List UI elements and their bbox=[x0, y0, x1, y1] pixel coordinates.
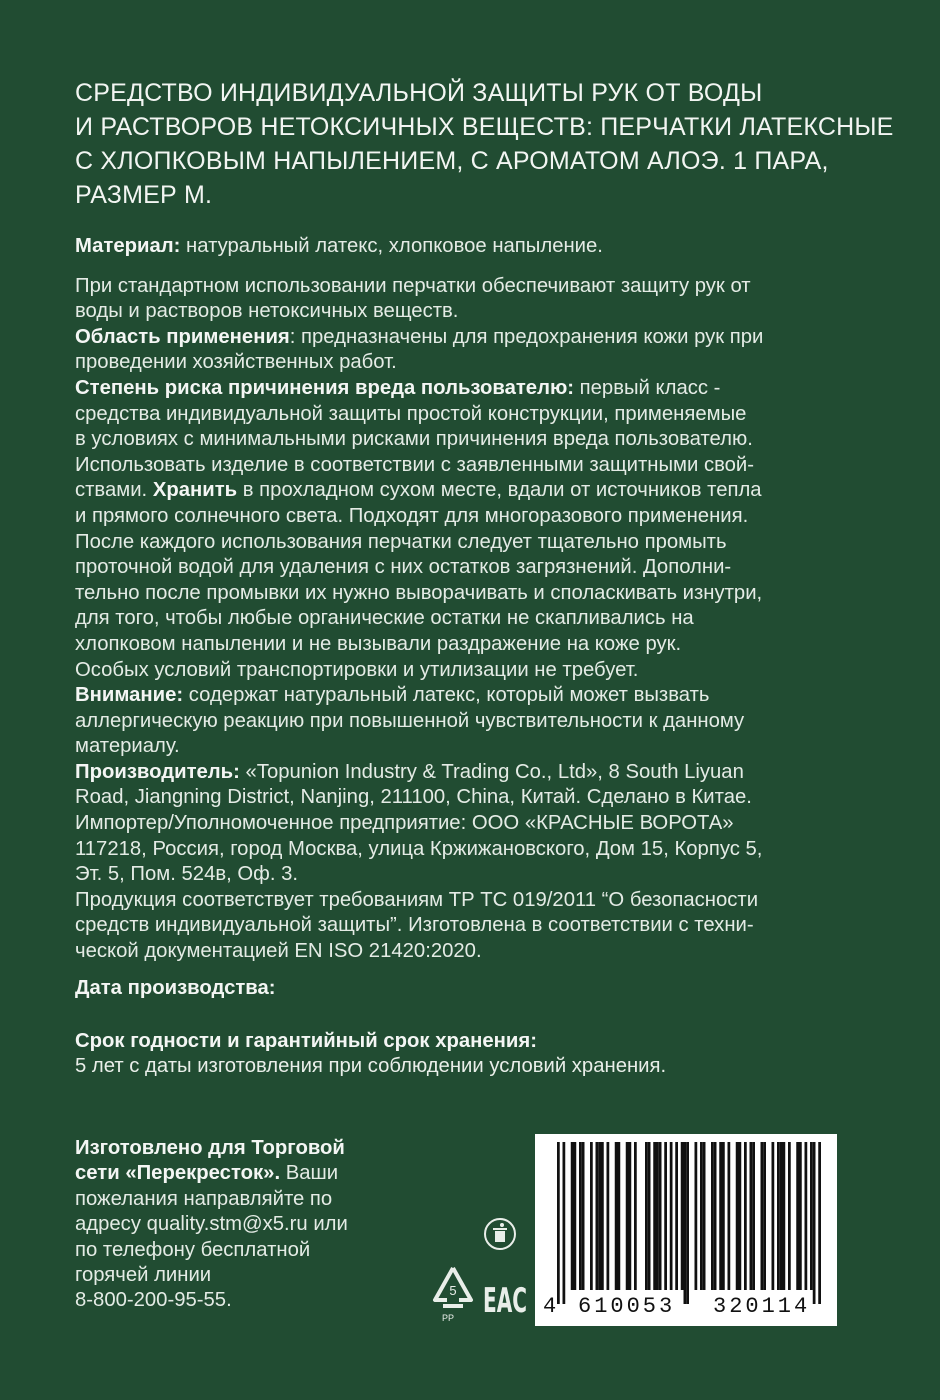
barcode-bar bbox=[579, 1142, 582, 1290]
compliance-paragraph: Продукция соответствует требованиям ТР ТС 019/2011 “О безопасности средств индивидуальной защиты”. Изготовлена в соответствии с техни- ческой документацией EN ISO 21420:2020. bbox=[75, 888, 759, 963]
barcode-bar bbox=[761, 1142, 764, 1290]
scope-paragraph: Область применения: предназначены для предохранения кожи рук при проведении хозяйственных работ. bbox=[75, 325, 764, 374]
barcode-group-right: 320114 bbox=[713, 1294, 811, 1319]
barcode-bar bbox=[607, 1142, 610, 1290]
barcode-bar bbox=[618, 1142, 621, 1290]
product-description bbox=[75, 234, 875, 965]
barcode-bar bbox=[629, 1142, 632, 1290]
barcode-bar bbox=[813, 1142, 816, 1304]
production-date-label: Дата производства: bbox=[75, 977, 276, 999]
barcode-bar bbox=[736, 1142, 739, 1290]
warning-label: Внимание: bbox=[75, 684, 184, 707]
barcode-bar bbox=[664, 1142, 667, 1290]
barcode-bar bbox=[681, 1142, 684, 1290]
hotline-number: 8-800-200-95-55. bbox=[75, 1289, 232, 1312]
barcode-bar bbox=[648, 1142, 651, 1290]
risk-paragraph: Степень риска причинения вреда пользователю: первый класс - средства индивидуальной защиты простой конструкции, применяемые в условиях с минимальными рисками причинения вреда пользователю. Использовать изделие в соответствии с заявленными защитными свой- ствами. Хранить в прохладном сухом месте, вдали от источников тепла и прямого солнечного света. Подходят для многоразового применения. После каждого использования перчатки следует тщательно промыть проточной водой для удаления с них остатков загрязнений. Дополни- тельно после промывки их нужно выворачивать и споласкивать изнутри, для того, чтобы любые органические остатки не скапливались на хлопковом напылении и не вызывали раздражение на коже рук. Особых условий транспортировки и утилизации не требует. bbox=[75, 376, 763, 681]
recycle-icon bbox=[427, 1262, 479, 1320]
scope-label: Область применения bbox=[75, 325, 290, 348]
barcode-bar bbox=[739, 1142, 742, 1290]
barcode-bar bbox=[582, 1142, 585, 1290]
barcode-bar bbox=[670, 1142, 673, 1290]
barcode-group-left: 610053 bbox=[578, 1294, 676, 1319]
barcode-bar bbox=[722, 1142, 725, 1290]
title-line: С ХЛОПКОВЫМ НАПЫЛЕНИЕМ, С АРОМАТОМ АЛОЭ. 1 ПАРА, bbox=[75, 147, 829, 175]
barcode-bar bbox=[675, 1142, 678, 1290]
recycle-label: PP bbox=[442, 1313, 455, 1323]
eac-text: EAC bbox=[483, 1281, 527, 1320]
barcode-bar bbox=[557, 1142, 560, 1304]
shelf-life-text: 5 лет с даты изготовления при соблюдении условий хранения. bbox=[75, 1055, 667, 1078]
barcode bbox=[535, 1134, 837, 1326]
material-label: Материал: bbox=[75, 235, 181, 257]
barcode-bar bbox=[695, 1142, 698, 1290]
storage-label: Хранить bbox=[152, 479, 238, 502]
barcode-bar bbox=[656, 1142, 659, 1290]
barcode-bar bbox=[763, 1142, 766, 1290]
barcode-bar bbox=[684, 1142, 687, 1304]
barcode-bar bbox=[596, 1142, 599, 1290]
retailer-contact: Изготовлено для Торговой сети «Перекресток». Ваши пожелания направляйте по адресу quality.stm@x5.ru или по телефону бесплатной горячей линии 8-800-200-95-55. bbox=[75, 1136, 405, 1314]
manufacturer-label: Производитель: bbox=[75, 760, 240, 783]
barcode-bar bbox=[714, 1142, 717, 1290]
barcode-bar bbox=[590, 1142, 593, 1290]
barcode-bar bbox=[728, 1142, 731, 1290]
warning-paragraph: Внимание: содержат натуральный латекс, который может вызвать аллергическую реакцию при повышенной чувствительности к данному материалу. bbox=[75, 684, 745, 758]
barcode-bar bbox=[818, 1142, 821, 1304]
eac-mark-icon bbox=[483, 1272, 527, 1320]
barcode-bar bbox=[653, 1142, 656, 1290]
barcode-bar bbox=[659, 1142, 662, 1290]
barcode-bar bbox=[783, 1142, 786, 1290]
barcode-bar bbox=[563, 1142, 566, 1304]
barcode-bar bbox=[598, 1142, 601, 1290]
barcode-bar bbox=[777, 1142, 780, 1290]
shelf-life-label: Срок годности и гарантийный срок хранения: bbox=[75, 1029, 537, 1052]
barcode-bar bbox=[780, 1142, 783, 1290]
barcode-bar bbox=[626, 1142, 629, 1290]
barcode-bar bbox=[788, 1142, 791, 1290]
barcode-bar bbox=[772, 1142, 775, 1290]
barcode-bar bbox=[719, 1142, 722, 1290]
barcode-bar bbox=[571, 1142, 574, 1290]
barcode-bar bbox=[574, 1142, 577, 1290]
barcode-bar bbox=[752, 1142, 755, 1290]
barcode-bar bbox=[686, 1142, 689, 1304]
barcode-bar bbox=[810, 1142, 813, 1290]
title-line: РАЗМЕР М. bbox=[75, 181, 213, 209]
barcode-bar bbox=[700, 1142, 703, 1290]
product-title bbox=[75, 76, 894, 212]
barcode-number bbox=[543, 1294, 833, 1319]
barcode-bar bbox=[703, 1142, 706, 1290]
barcode-bar bbox=[805, 1142, 808, 1290]
barcode-bar bbox=[615, 1142, 618, 1290]
barcode-bar bbox=[711, 1142, 714, 1290]
manufacturer-paragraph: Производитель: «Topunion Industry & Trading Co., Ltd», 8 South Liyuan Road, Jiangning District, Nanjing, 211100, China, Китай. Сделано в Китае. Импортер/Уполномоченное предприятие: ООО «КРАСНЫЕ ВОРОТА» 117218, Россия, город Москва, улица Кржижановского, Дом 15, Корпус 5, Эт. 5, Пом. 524в, Оф. 3. bbox=[75, 760, 763, 886]
tidyman-bin-icon bbox=[484, 1218, 516, 1250]
contact-email: адресу quality.stm@x5.ru или bbox=[75, 1213, 348, 1236]
protection-paragraph: При стандартном использовании перчатки обеспечивают защиту рук от воды и растворов нетоксичных веществ. bbox=[75, 274, 751, 323]
title-line: И РАСТВОРОВ НЕТОКСИЧНЫХ ВЕЩЕСТВ: ПЕРЧАТКИ ЛАТЕКСНЫЕ bbox=[75, 113, 894, 141]
barcode-bar bbox=[601, 1142, 604, 1290]
barcode-bar bbox=[634, 1142, 637, 1290]
barcode-bar bbox=[744, 1142, 747, 1290]
recycle-number: 5 bbox=[449, 1283, 457, 1298]
dates-section bbox=[75, 976, 875, 1080]
barcode-first-digit: 4 bbox=[543, 1294, 557, 1319]
barcode-bar bbox=[796, 1142, 799, 1290]
barcode-bar bbox=[645, 1142, 648, 1290]
material-paragraph: Материал: натуральный латекс, хлопковое напыление. bbox=[75, 235, 603, 257]
barcode-bar bbox=[799, 1142, 802, 1290]
risk-label: Степень риска причинения вреда пользователю: bbox=[75, 376, 575, 399]
barcode-bar bbox=[750, 1142, 753, 1290]
shelf-life bbox=[75, 1029, 875, 1080]
title-line: СРЕДСТВО ИНДИВИДУАЛЬНОЙ ЗАЩИТЫ РУК ОТ ВОДЫ bbox=[75, 79, 763, 107]
